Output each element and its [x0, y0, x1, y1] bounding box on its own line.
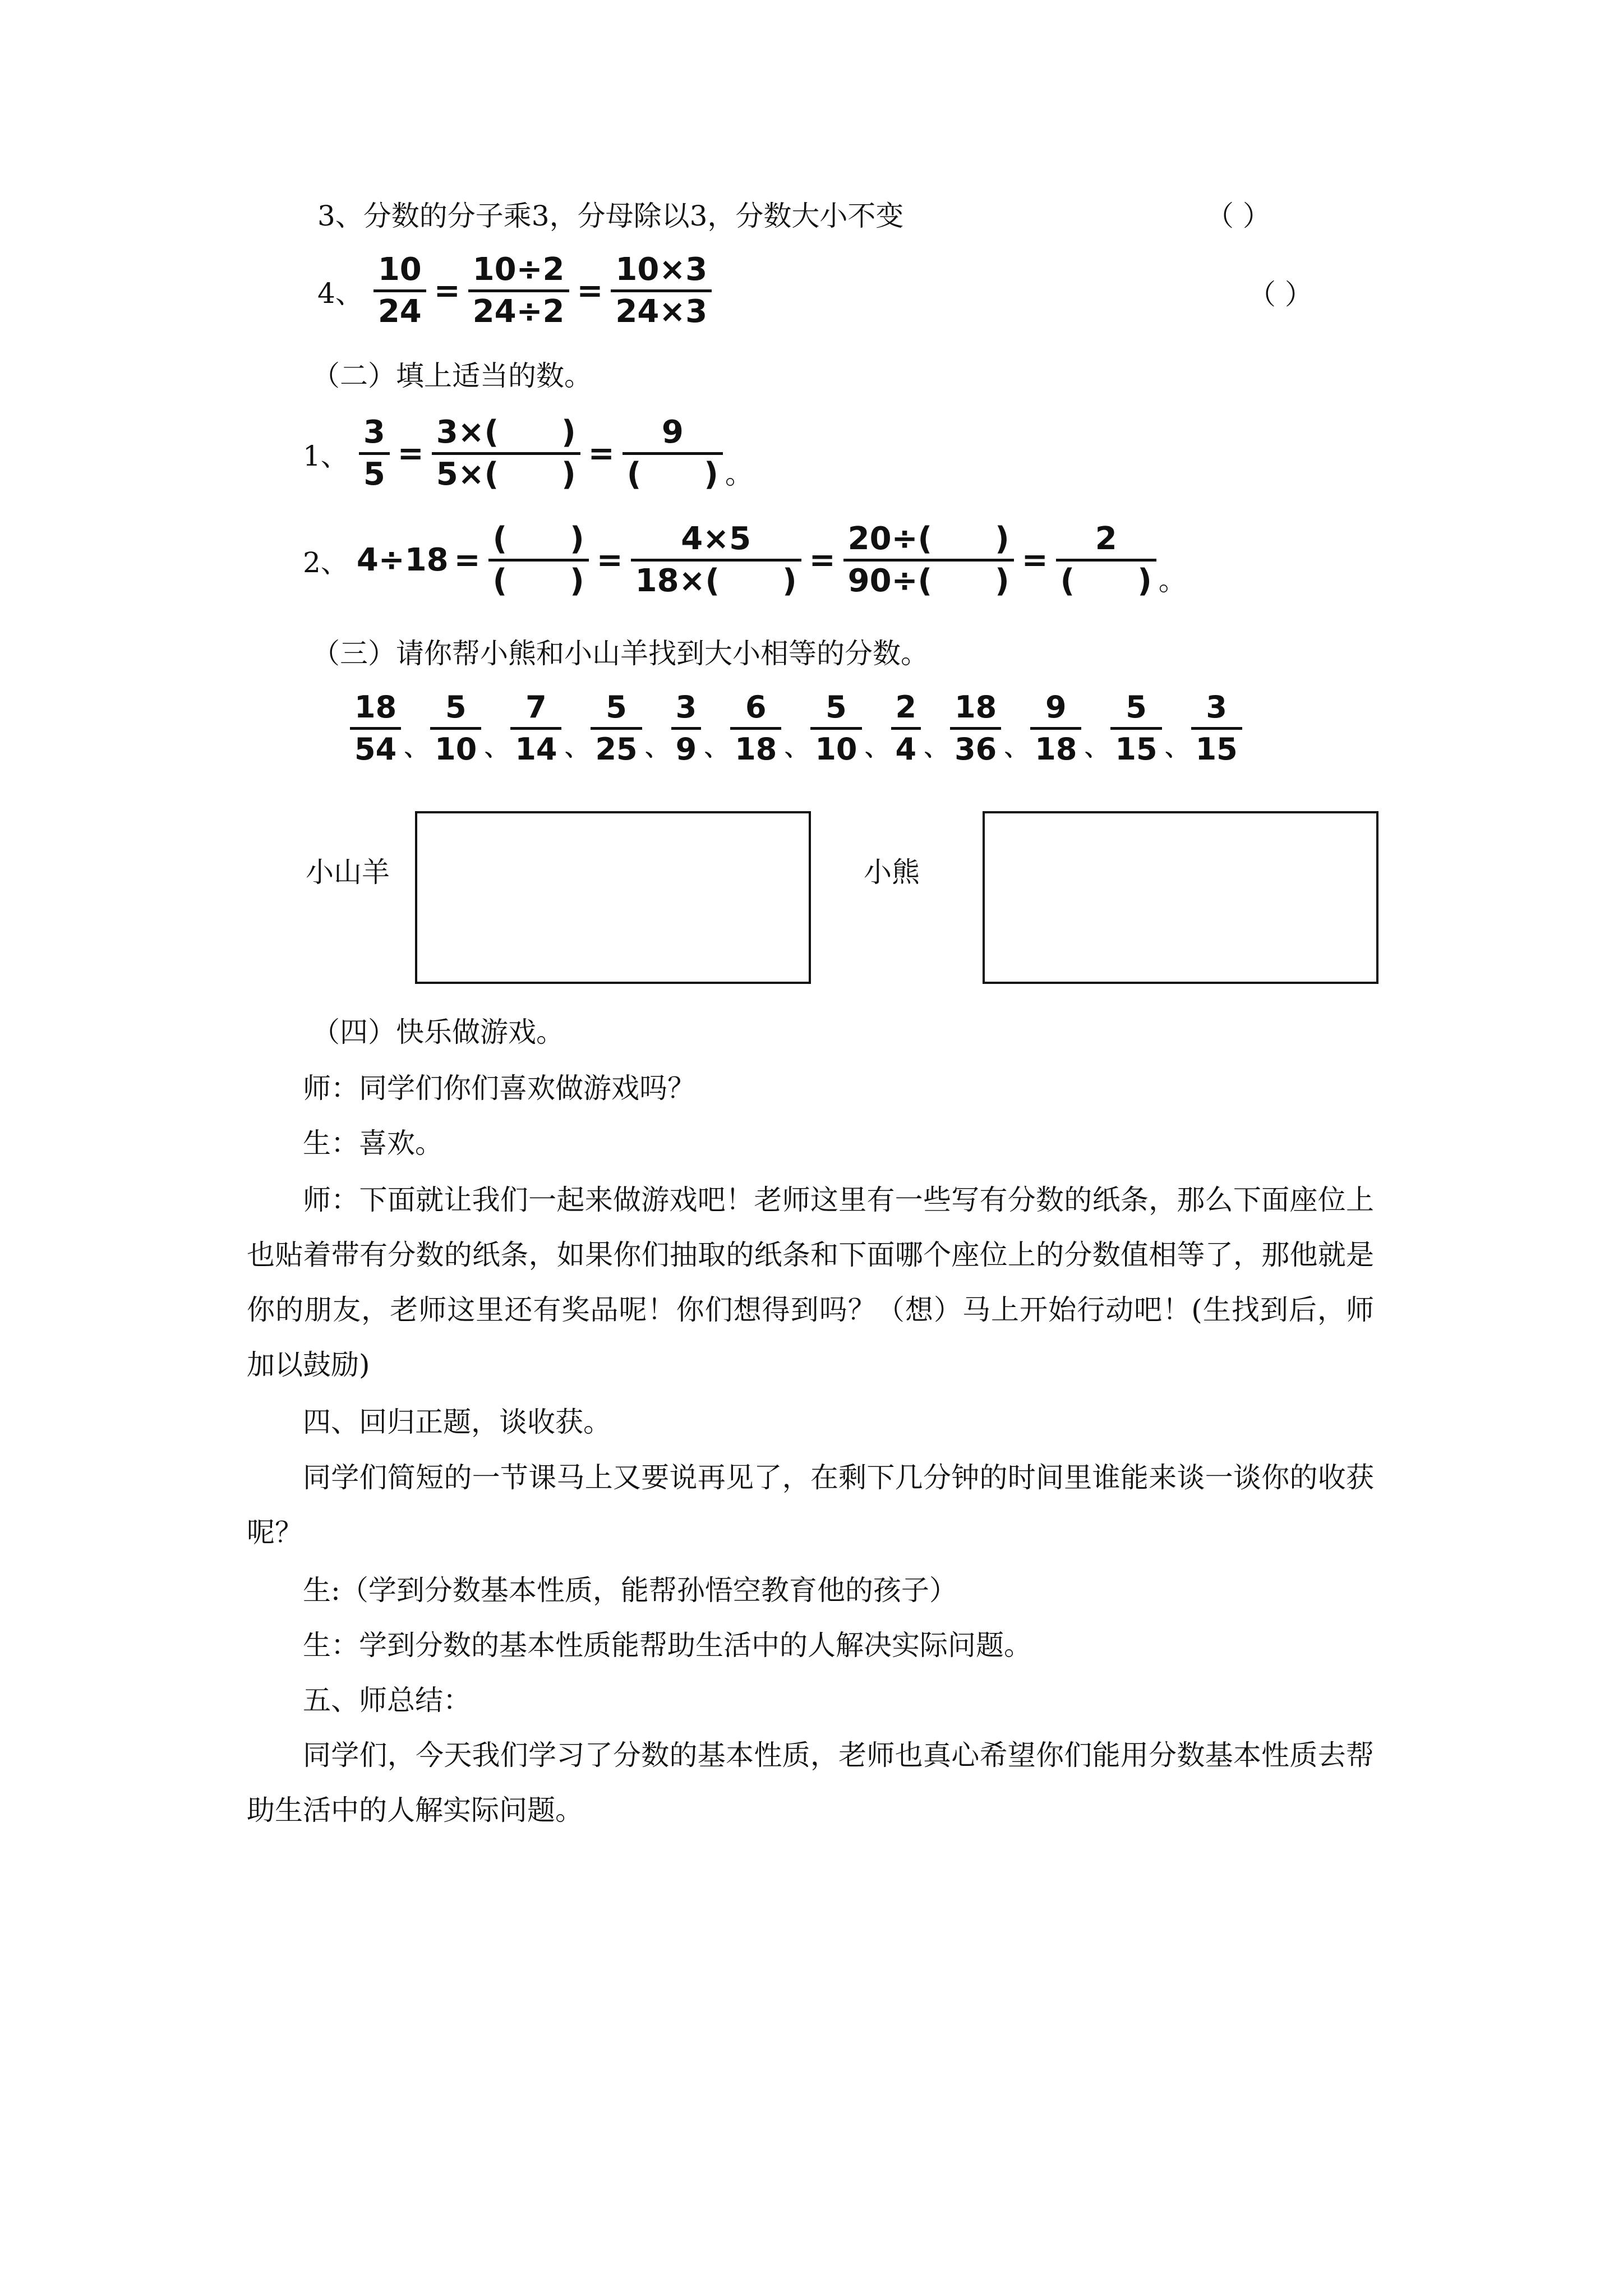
- denominator: 4: [895, 731, 917, 767]
- list-separator: 、: [785, 735, 808, 761]
- fraction-item[interactable]: [350, 690, 401, 767]
- denominator: 25: [595, 731, 638, 767]
- answer-paren-4[interactable]: （ ）: [1248, 278, 1313, 311]
- section-4-heading: （四）快乐做游戏。: [312, 1016, 564, 1048]
- numerator: 5: [1126, 689, 1147, 725]
- list-separator: 、: [1165, 735, 1188, 761]
- equals-sign: =: [434, 273, 460, 309]
- denominator-blank[interactable]: ( ): [626, 456, 718, 493]
- fraction: [374, 252, 426, 329]
- q2-label: 2、: [303, 546, 349, 579]
- fraction-item[interactable]: [1191, 690, 1242, 767]
- denominator: 15: [1195, 731, 1238, 767]
- fraction-item[interactable]: [1110, 690, 1161, 767]
- fraction: [488, 522, 589, 599]
- fraction: [623, 415, 723, 492]
- list-separator: 、: [404, 735, 427, 761]
- numerator-blank[interactable]: 3×( ): [436, 414, 576, 450]
- fraction: [1056, 522, 1156, 599]
- numerator: 7: [525, 689, 547, 725]
- denominator: 10: [815, 731, 857, 767]
- fraction-item[interactable]: [671, 690, 702, 767]
- student-answer-1: 生:（学到分数基本性质，能帮孙悟空教育他的孩子）: [303, 1574, 957, 1607]
- item-4-label: 4、: [317, 277, 363, 310]
- numerator: 5: [606, 689, 627, 725]
- numerator: 3: [675, 689, 697, 725]
- equals-sign: =: [454, 542, 481, 578]
- numerator: 10÷2: [472, 251, 565, 288]
- equals-sign: =: [397, 435, 424, 472]
- part-4-heading: 四、回归正题，谈收获。: [303, 1406, 611, 1438]
- dialogue-teacher-1: 师：同学们你们喜欢做游戏吗？: [303, 1072, 695, 1105]
- denominator-blank[interactable]: ( ): [1060, 563, 1152, 599]
- fraction: [843, 522, 1014, 599]
- equals-sign: =: [809, 542, 836, 578]
- list-separator: 、: [704, 735, 727, 761]
- section-2-heading: （二）填上适当的数。: [312, 360, 592, 392]
- numerator: 2: [1095, 521, 1117, 557]
- denominator: 14: [515, 731, 557, 767]
- list-separator: 、: [645, 735, 668, 761]
- bear-answer-box[interactable]: [983, 811, 1378, 984]
- fraction-item[interactable]: [1030, 690, 1081, 767]
- equals-sign: =: [588, 435, 615, 472]
- goat-answer-box[interactable]: [415, 811, 811, 984]
- denominator: 18: [1035, 731, 1077, 767]
- equals-sign: =: [577, 273, 603, 309]
- numerator: 4×5: [681, 521, 751, 557]
- numerator: 6: [745, 689, 767, 725]
- denominator: 5: [363, 456, 385, 493]
- fraction-item[interactable]: [730, 690, 781, 767]
- denominator: 9: [675, 731, 697, 767]
- denominator: 18: [735, 731, 777, 767]
- denominator: 24: [377, 293, 422, 330]
- numerator: 9: [1045, 689, 1067, 725]
- numerator: 10×3: [615, 251, 708, 288]
- equals-sign: =: [1021, 542, 1048, 578]
- fraction: [631, 522, 801, 599]
- q1-period: 。: [725, 458, 753, 490]
- numerator-blank[interactable]: ( ): [492, 521, 584, 557]
- numerator-blank[interactable]: 20÷( ): [847, 521, 1009, 557]
- denominator-blank[interactable]: ( ): [492, 563, 584, 599]
- denominator: 24÷2: [472, 293, 565, 330]
- q1-label: 1、: [303, 439, 349, 472]
- fraction-list: [348, 690, 1244, 767]
- numerator: 5: [826, 689, 847, 725]
- conclusion-paragraph: 同学们，今天我们学习了分数的基本性质，老师也真心希望你们能用分数基本性质去帮助生活中的人解实际问题。: [247, 1739, 1374, 1826]
- numerator: 3: [363, 414, 385, 450]
- equals-sign: =: [596, 542, 623, 578]
- denominator: 24×3: [615, 293, 708, 330]
- fill-question-1: [303, 415, 753, 492]
- fill-question-2: [303, 522, 1187, 599]
- list-separator: 、: [485, 735, 508, 761]
- goat-label: 小山羊: [306, 856, 390, 889]
- list-separator: 、: [1004, 735, 1027, 761]
- answer-paren-3[interactable]: （ ）: [1206, 200, 1271, 232]
- dialogue-student-1: 生：喜欢。: [303, 1127, 443, 1159]
- denominator-blank[interactable]: 5×( ): [436, 456, 576, 493]
- fraction-item[interactable]: [950, 690, 1001, 767]
- fraction: [432, 415, 580, 492]
- denominator: 36: [955, 731, 997, 767]
- denominator-blank[interactable]: 18×( ): [635, 563, 797, 599]
- section-3-heading: （三）请你帮小熊和小山羊找到大小相等的分数。: [312, 637, 929, 670]
- summary-paragraph: 同学们简短的一节课马上又要说再见了，在剩下几分钟的时间里谁能来谈一谈你的收获呢？: [247, 1461, 1374, 1549]
- list-separator: 、: [924, 735, 947, 761]
- numerator: 18: [354, 689, 397, 725]
- denominator: 15: [1115, 731, 1158, 767]
- denominator-blank[interactable]: 90÷( ): [847, 563, 1009, 599]
- list-separator: 、: [1085, 735, 1108, 761]
- denominator: 54: [354, 731, 397, 767]
- fraction-item[interactable]: [430, 690, 481, 767]
- q2-lead-expression: 4÷18: [356, 542, 449, 578]
- dialogue-teacher-2: 师：下面就让我们一起来做游戏吧！老师这里有一些写有分数的纸条，那么下面座位上也贴着带有分数的纸条，如果你们抽取的纸条和下面哪个座位上的分数值相等了，那他就是你的朋友，老师这里还有奖品呢！你们想得到吗？（想）马上开始行动吧！(生找到后，师加以鼓励): [247, 1184, 1374, 1381]
- fraction: [468, 252, 569, 329]
- numerator: 5: [445, 689, 467, 725]
- fraction-item[interactable]: [591, 690, 642, 767]
- judge-item-4: [317, 252, 714, 329]
- fraction: [359, 415, 390, 492]
- fraction: [611, 252, 712, 329]
- numerator: 18: [955, 689, 997, 725]
- denominator: 10: [435, 731, 477, 767]
- q2-period: 。: [1158, 564, 1187, 597]
- judge-item-3: 3、分数的分子乘3，分母除以3，分数大小不变: [317, 200, 904, 232]
- list-separator: 、: [865, 735, 888, 761]
- bear-label: 小熊: [864, 856, 920, 889]
- numerator: 10: [377, 251, 422, 288]
- numerator: 2: [895, 689, 917, 725]
- fraction-item[interactable]: [891, 690, 921, 767]
- part-5-heading: 五、师总结：: [303, 1684, 471, 1717]
- student-answer-2: 生：学到分数的基本性质能帮助生活中的人解决实际问题。: [303, 1629, 1032, 1662]
- numerator: 3: [1206, 689, 1227, 725]
- fraction-item[interactable]: [510, 690, 561, 767]
- list-separator: 、: [565, 735, 588, 761]
- numerator: 9: [661, 414, 684, 450]
- fraction-item[interactable]: [810, 690, 861, 767]
